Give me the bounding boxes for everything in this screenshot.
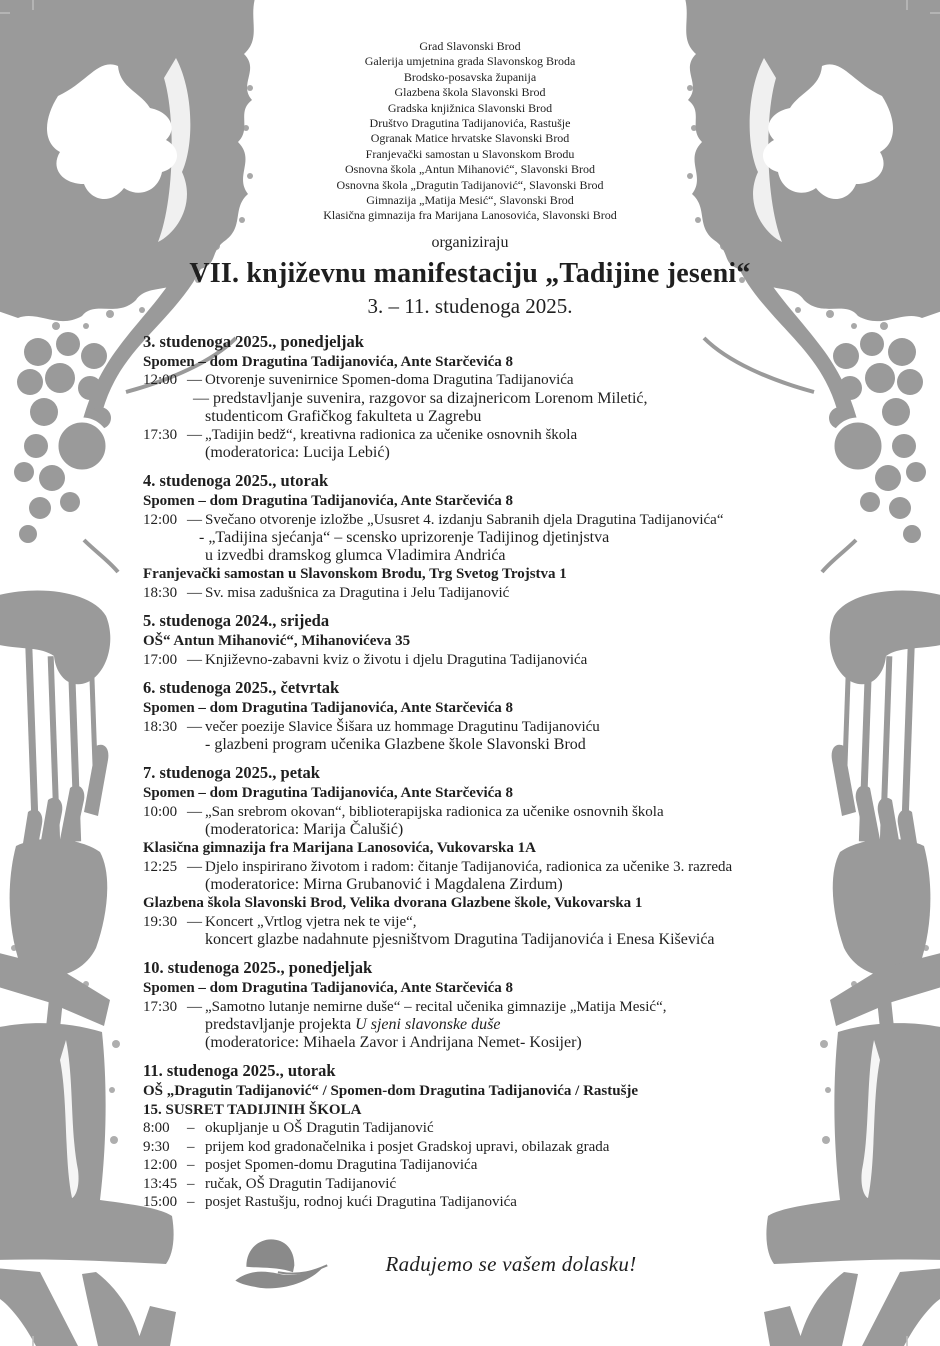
event-separator: – — [187, 1157, 195, 1174]
event-line — [143, 803, 833, 822]
event-line — [143, 1034, 833, 1052]
event-text: „Tadijin bedž“, kreativna radionica za učenike osnovnih škola — [205, 426, 578, 443]
venue-heading: Spomen – dom Dragutina Tadijanovića, Ante Starčevića 8 — [143, 493, 514, 510]
organizer-item: Galerija umjetnina grada Slavonskog Broda — [364, 54, 576, 69]
day-section — [143, 1061, 833, 1212]
event-text: Koncert „Vrtlog vjetra nek te vije“, — [205, 913, 417, 930]
organize-label: organiziraju — [431, 233, 509, 251]
event-line — [143, 371, 833, 390]
event-separator: – — [187, 1194, 195, 1211]
day-heading: 11. studenoga 2025., utorak — [143, 1061, 336, 1081]
event-text: koncert glazbe nadahnute pjesništvom Dragutina Tadijanovića i Enesa Kiševića — [205, 931, 715, 949]
project-title-italic: U sjeni slavonske duše — [355, 1016, 501, 1034]
event-text: u izvedbi dramskog glumca Vladimira Andrića — [205, 547, 506, 565]
event-time: 12:00 — [143, 511, 178, 528]
event-line — [143, 1175, 833, 1194]
event-line — [143, 529, 833, 547]
day-section — [143, 678, 833, 754]
day-section — [143, 471, 833, 602]
event-line — [143, 821, 833, 839]
event-separator: — — [187, 511, 202, 528]
day-heading: 6. studenoga 2025., četvrtak — [143, 678, 340, 698]
event-text: posjet Rastušju, rodnoj kući Dragutina Tadijanovića — [205, 1194, 517, 1211]
event-text: (moderatorica: Marija Čalušić) — [205, 821, 404, 839]
program-schedule — [143, 332, 833, 1212]
event-time: 12:00 — [143, 372, 178, 389]
organizer-item: Brodsko-posavska županija — [403, 69, 537, 84]
event-text: Otvorenje suvenirnice Spomen-doma Dragutina Tadijanovića — [205, 372, 574, 389]
venue-heading: Spomen – dom Dragutina Tadijanovića, Ante Starčevića 8 — [143, 700, 514, 717]
venue-heading: Glazbena škola Slavonski Brod, Velika dvorana Glazbene škole, Vukovarska 1 — [143, 895, 643, 912]
event-text: ručak, OŠ Dragutin Tadijanović — [205, 1175, 397, 1192]
day-section — [143, 611, 833, 669]
event-line — [143, 547, 833, 565]
event-separator: — — [187, 718, 202, 735]
event-time: 17:30 — [143, 998, 178, 1015]
day-heading: 4. studenoga 2025., utorak — [143, 471, 329, 491]
day-section — [143, 763, 833, 949]
event-line — [143, 1193, 833, 1212]
event-time: 8:00 — [143, 1120, 170, 1137]
venue-heading: Spomen – dom Dragutina Tadijanovića, Ante Starčevića 8 — [143, 980, 514, 997]
event-separator: — — [187, 913, 202, 930]
event-line — [143, 931, 833, 949]
organizer-item: Ogranak Matice hrvatske Slavonski Brod — [370, 131, 570, 146]
day-heading: 5. studenoga 2024., srijeda — [143, 611, 330, 631]
closing-message: Radujemo se vašem dolasku! — [385, 1251, 637, 1276]
venue-heading: OŠ“ Antun Mihanović“, Mihanovićeva 35 — [143, 633, 411, 650]
event-text: prijem kod gradonačelnika i posjet Gradskoj upravi, obilazak grada — [205, 1138, 610, 1155]
event-separator: – — [187, 1138, 195, 1155]
day-heading: 7. studenoga 2025., petak — [143, 763, 320, 783]
organizer-item: Gradska knjižnica Slavonski Brod — [387, 100, 553, 115]
footer — [0, 1233, 940, 1295]
event-separator: — — [187, 803, 202, 820]
event-separator: — — [187, 426, 202, 443]
day-section — [143, 332, 833, 463]
organizer-item: Grad Slavonski Brod — [419, 39, 521, 53]
event-text: Sv. misa zadušnica za Dragutina i Jelu Tadijanović — [205, 584, 510, 601]
event-separator: — — [187, 651, 202, 668]
organizer-item: Franjevački samostan u Slavonskom Brodu — [365, 146, 575, 161]
venue-heading: 15. SUSRET TADIJINIH ŠKOLA — [143, 1101, 362, 1118]
event-line — [143, 1119, 833, 1138]
event-text: (moderatorica: Lucija Lebić) — [205, 444, 390, 462]
event-time: 12:25 — [143, 858, 178, 875]
day-heading: 10. studenoga 2025., ponedjeljak — [143, 958, 373, 978]
event-text: Djelo inspirirano životom i radom: čitanje Tadijanovića, radionica za učenike 3. razreda — [205, 858, 733, 875]
event-line — [143, 858, 833, 877]
hat-icon — [234, 1233, 330, 1295]
event-text: Svečano otvorenje izložbe „Ususret 4. izdanju Sabranih djela Dragutina Tadijanovića“ — [205, 511, 724, 528]
event-separator: — — [187, 858, 202, 875]
event-line — [143, 718, 833, 737]
event-text: „Samotno lutanje nemirne duše“ – recital učenika gimnazije „Matija Mesić“, — [205, 998, 667, 1015]
event-text: studenticom Grafičkog fakulteta u Zagrebu — [205, 407, 482, 425]
event-time: 13:45 — [143, 1175, 178, 1192]
event-time: 15:00 — [143, 1194, 178, 1211]
event-text: večer poezije Slavice Šišara uz hommage Dragutinu Tadijanoviću — [205, 718, 600, 735]
event-line — [143, 408, 833, 426]
event-text: Književno-zabavni kviz o životu i djelu Dragutina Tadijanovića — [205, 651, 588, 668]
event-separator: – — [187, 1120, 195, 1137]
event-line — [143, 876, 833, 894]
event-line — [143, 426, 833, 445]
event-line — [143, 736, 833, 754]
event-line — [143, 998, 833, 1017]
event-text: (moderatorice: Mihaela Zavor i Andrijana Nemet- Kosijer) — [205, 1034, 582, 1052]
day-section — [143, 958, 833, 1052]
event-line — [143, 651, 833, 670]
event-separator: — — [187, 998, 202, 1015]
event-text: - „Tadijina sjećanja“ – scensko uprizorenje Tadijinog djetinjstva — [199, 529, 610, 547]
event-text: — predstavljanje suvenira, razgovor sa dizajnericom Lorenom Miletić, — [193, 389, 648, 407]
venue-heading: Spomen – dom Dragutina Tadijanovića, Ante Starčevića 8 — [143, 785, 514, 802]
organizer-item: Društvo Dragutina Tadijanovića, Rastušje — [369, 116, 571, 131]
event-line — [143, 444, 833, 462]
event-line — [143, 1138, 833, 1157]
event-time: 12:00 — [143, 1157, 178, 1174]
event-time: 17:30 — [143, 426, 178, 443]
organizers-list — [0, 0, 940, 224]
event-text: „San srebrom okovan“, biblioterapijska radionica za učenike osnovnih škola — [205, 803, 664, 820]
event-time: 19:30 — [143, 913, 178, 930]
event-time: 9:30 — [143, 1138, 170, 1155]
venue-heading: OŠ „Dragutin Tadijanović“ / Spomen-dom Dragutina Tadijanovića / Rastušje — [143, 1083, 639, 1100]
event-line — [143, 390, 833, 408]
venue-heading: Franjevački samostan u Slavonskom Brodu, Trg Svetog Trojstva 1 — [143, 566, 567, 583]
organizer-item: Klasična gimnazija fra Marijana Lanosovića, Slavonski Brod — [323, 208, 617, 223]
event-separator: — — [187, 584, 202, 601]
venue-heading: Spomen – dom Dragutina Tadijanovića, Ante Starčevića 8 — [143, 353, 514, 370]
organizer-item: Osnovna škola „Dragutin Tadijanović“, Slavonski Brod — [336, 177, 604, 192]
event-text: okupljanje u OŠ Dragutin Tadijanović — [205, 1120, 434, 1137]
event-text: (moderatorice: Mirna Grubanović i Magdalena Zirdum) — [205, 876, 563, 894]
event-text: - glazbeni program učenika Glazbene škole Slavonski Brod — [205, 736, 586, 754]
event-line — [143, 913, 833, 932]
venue-heading: Klasična gimnazija fra Marijana Lanosovića, Vukovarska 1A — [143, 840, 536, 857]
event-line — [143, 584, 833, 603]
event-title: VII. književnu manifestaciju „Tadijine jeseni“ — [189, 257, 751, 289]
event-time: 18:30 — [143, 718, 178, 735]
event-text: predstavljanje projekta U sjeni slavonske duše — [205, 1016, 501, 1034]
event-time: 10:00 — [143, 803, 178, 820]
organizer-item: Gimnazija „Matija Mesić“, Slavonski Brod — [366, 193, 574, 208]
event-separator: — — [187, 372, 202, 389]
event-time: 18:30 — [143, 584, 178, 601]
event-separator: – — [187, 1175, 195, 1192]
event-line — [143, 1156, 833, 1175]
event-time: 17:00 — [143, 651, 178, 668]
event-text: posjet Spomen-domu Dragutina Tadijanovića — [205, 1157, 478, 1174]
event-dates: 3. – 11. studenoga 2025. — [367, 293, 573, 318]
organizer-item: Glazbena škola Slavonski Brod — [394, 85, 546, 100]
event-line — [143, 1016, 833, 1034]
organizer-item: Osnovna škola „Antun Mihanović“, Slavonski Brod — [345, 162, 595, 177]
event-line — [143, 511, 833, 530]
day-heading: 3. studenoga 2025., ponedjeljak — [143, 331, 364, 351]
